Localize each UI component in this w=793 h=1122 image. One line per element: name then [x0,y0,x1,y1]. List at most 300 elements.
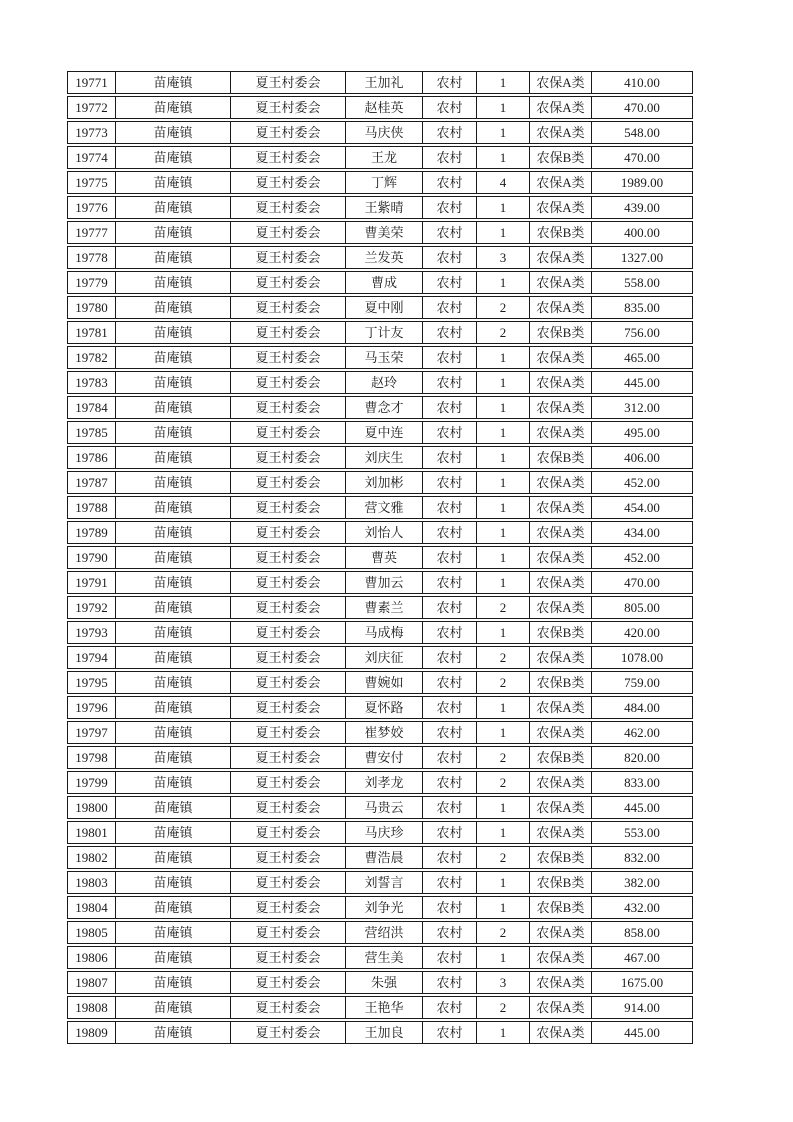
cell-residence-type: 农村 [423,647,477,668]
cell-village-committee: 夏王村委会 [231,997,346,1018]
cell-person-name: 曹念才 [346,397,423,418]
cell-person-name: 曹浩晨 [346,847,423,868]
cell-town: 苗庵镇 [116,622,231,643]
cell-residence-type: 农村 [423,622,477,643]
cell-town: 苗庵镇 [116,647,231,668]
table-row [67,196,693,219]
cell-village-committee: 夏王村委会 [231,322,346,343]
cell-person-name: 王艳华 [346,997,423,1018]
cell-person-name: 刘庆征 [346,647,423,668]
cell-serial-number: 19805 [68,922,116,943]
table-row [67,571,693,594]
cell-village-committee: 夏王村委会 [231,272,346,293]
cell-town: 苗庵镇 [116,497,231,518]
cell-village-committee: 夏王村委会 [231,647,346,668]
cell-village-committee: 夏王村委会 [231,147,346,168]
cell-village-committee: 夏王村委会 [231,222,346,243]
cell-serial-number: 19795 [68,672,116,693]
cell-serial-number: 19808 [68,997,116,1018]
table-row [67,321,693,344]
cell-insurance-category: 农保A类 [530,272,592,293]
cell-insurance-category: 农保A类 [530,197,592,218]
cell-person-count: 2 [477,772,530,793]
cell-insurance-category: 农保A类 [530,372,592,393]
cell-village-committee: 夏王村委会 [231,422,346,443]
cell-person-count: 4 [477,172,530,193]
cell-village-committee: 夏王村委会 [231,572,346,593]
cell-person-count: 1 [477,872,530,893]
cell-village-committee: 夏王村委会 [231,497,346,518]
cell-town: 苗庵镇 [116,572,231,593]
cell-insurance-category: 农保B类 [530,322,592,343]
cell-serial-number: 19774 [68,147,116,168]
cell-person-count: 2 [477,847,530,868]
table-body [67,71,693,1044]
cell-town: 苗庵镇 [116,147,231,168]
cell-amount: 548.00 [624,125,660,140]
cell-person-name: 营绍洪 [346,922,423,943]
cell-residence-type: 农村 [423,422,477,443]
cell-town: 苗庵镇 [116,597,231,618]
cell-serial-number: 19799 [68,772,116,793]
cell-person-count: 1 [477,497,530,518]
cell-residence-type: 农村 [423,1022,477,1043]
cell-serial-number: 19777 [68,222,116,243]
cell-person-count: 1 [477,72,530,93]
cell-insurance-category: 农保B类 [530,622,592,643]
cell-person-count: 1 [477,547,530,568]
cell-amount: 470.00 [624,100,660,115]
cell-village-committee: 夏王村委会 [231,72,346,93]
cell-residence-type: 农村 [423,847,477,868]
cell-serial-number: 19794 [68,647,116,668]
cell-insurance-category: 农保A类 [530,522,592,543]
table-row [67,546,693,569]
cell-person-name: 营文雅 [346,497,423,518]
cell-person-name: 营生美 [346,947,423,968]
cell-residence-type: 农村 [423,322,477,343]
cell-serial-number: 19807 [68,972,116,993]
cell-residence-type: 农村 [423,572,477,593]
cell-amount: 1078.00 [620,650,664,665]
table-row [67,1021,693,1044]
cell-town: 苗庵镇 [116,122,231,143]
cell-residence-type: 农村 [423,697,477,718]
cell-residence-type: 农村 [423,247,477,268]
cell-person-count: 1 [477,622,530,643]
cell-person-count: 2 [477,997,530,1018]
cell-person-count: 1 [477,422,530,443]
cell-person-name: 马庆侠 [346,122,423,143]
cell-amount: 445.00 [624,800,660,815]
cell-serial-number: 19782 [68,347,116,368]
cell-residence-type: 农村 [423,597,477,618]
cell-serial-number: 19791 [68,572,116,593]
cell-person-name: 刘加彬 [346,472,423,493]
cell-town: 苗庵镇 [116,397,231,418]
cell-serial-number: 19796 [68,697,116,718]
cell-insurance-category: 农保A类 [530,172,592,193]
cell-serial-number: 19779 [68,272,116,293]
cell-town: 苗庵镇 [116,447,231,468]
cell-town: 苗庵镇 [116,847,231,868]
roster-table [67,71,693,1044]
cell-village-committee: 夏王村委会 [231,1022,346,1043]
cell-residence-type: 农村 [423,297,477,318]
cell-insurance-category: 农保A类 [530,947,592,968]
cell-village-committee: 夏王村委会 [231,797,346,818]
cell-village-committee: 夏王村委会 [231,122,346,143]
cell-amount: 312.00 [624,400,660,415]
cell-village-committee: 夏王村委会 [231,547,346,568]
table-row [67,721,693,744]
cell-serial-number: 19801 [68,822,116,843]
cell-serial-number: 19781 [68,322,116,343]
cell-insurance-category: 农保B类 [530,872,592,893]
cell-residence-type: 农村 [423,172,477,193]
cell-village-committee: 夏王村委会 [231,747,346,768]
cell-person-count: 1 [477,1022,530,1043]
cell-serial-number: 19793 [68,622,116,643]
table-row [67,171,693,194]
cell-insurance-category: 农保B类 [530,147,592,168]
cell-residence-type: 农村 [423,547,477,568]
cell-insurance-category: 农保A类 [530,772,592,793]
cell-amount: 914.00 [624,1000,660,1015]
cell-village-committee: 夏王村委会 [231,947,346,968]
cell-serial-number: 19784 [68,397,116,418]
cell-residence-type: 农村 [423,222,477,243]
cell-person-name: 丁计友 [346,322,423,343]
cell-town: 苗庵镇 [116,997,231,1018]
cell-town: 苗庵镇 [116,347,231,368]
cell-person-count: 1 [477,522,530,543]
cell-serial-number: 19773 [68,122,116,143]
cell-person-count: 2 [477,672,530,693]
cell-serial-number: 19803 [68,872,116,893]
cell-amount: 445.00 [624,375,660,390]
cell-insurance-category: 农保A类 [530,597,592,618]
cell-person-name: 曹加云 [346,572,423,593]
cell-town: 苗庵镇 [116,747,231,768]
cell-village-committee: 夏王村委会 [231,622,346,643]
cell-town: 苗庵镇 [116,947,231,968]
cell-town: 苗庵镇 [116,972,231,993]
cell-amount: 756.00 [624,325,660,340]
cell-amount: 1675.00 [620,975,664,990]
cell-residence-type: 农村 [423,997,477,1018]
cell-amount: 452.00 [624,475,660,490]
cell-village-committee: 夏王村委会 [231,472,346,493]
cell-insurance-category: 农保A类 [530,722,592,743]
cell-town: 苗庵镇 [116,1022,231,1043]
cell-village-committee: 夏王村委会 [231,172,346,193]
table-row [67,871,693,894]
cell-serial-number: 19778 [68,247,116,268]
cell-residence-type: 农村 [423,822,477,843]
table-row [67,521,693,544]
cell-person-name: 刘争光 [346,897,423,918]
cell-serial-number: 19800 [68,797,116,818]
cell-amount: 452.00 [624,550,660,565]
cell-insurance-category: 农保A类 [530,97,592,118]
cell-person-count: 2 [477,922,530,943]
cell-person-count: 1 [477,397,530,418]
cell-town: 苗庵镇 [116,897,231,918]
cell-town: 苗庵镇 [116,72,231,93]
cell-town: 苗庵镇 [116,247,231,268]
cell-insurance-category: 农保A类 [530,247,592,268]
cell-person-name: 赵玲 [346,372,423,393]
table-row [67,921,693,944]
cell-town: 苗庵镇 [116,922,231,943]
table-row [67,96,693,119]
table-row [67,371,693,394]
cell-residence-type: 农村 [423,372,477,393]
cell-person-name: 马贵云 [346,797,423,818]
cell-insurance-category: 农保A类 [530,297,592,318]
cell-residence-type: 农村 [423,872,477,893]
table-row [67,146,693,169]
cell-person-name: 崔梦姣 [346,722,423,743]
cell-person-count: 1 [477,822,530,843]
table-row [67,821,693,844]
cell-insurance-category: 农保B类 [530,847,592,868]
cell-person-count: 1 [477,472,530,493]
cell-residence-type: 农村 [423,897,477,918]
cell-residence-type: 农村 [423,797,477,818]
cell-town: 苗庵镇 [116,222,231,243]
cell-residence-type: 农村 [423,97,477,118]
cell-person-name: 刘怡人 [346,522,423,543]
cell-person-count: 3 [477,972,530,993]
table-row [67,496,693,519]
cell-person-count: 2 [477,597,530,618]
cell-insurance-category: 农保A类 [530,422,592,443]
cell-person-count: 1 [477,122,530,143]
cell-town: 苗庵镇 [116,697,231,718]
cell-amount: 400.00 [624,225,660,240]
cell-person-name: 夏中连 [346,422,423,443]
cell-person-name: 夏中刚 [346,297,423,318]
cell-residence-type: 农村 [423,497,477,518]
cell-serial-number: 19806 [68,947,116,968]
cell-serial-number: 19786 [68,447,116,468]
cell-person-name: 丁辉 [346,172,423,193]
cell-insurance-category: 农保A类 [530,822,592,843]
table-row [67,971,693,994]
cell-town: 苗庵镇 [116,272,231,293]
cell-person-name: 刘誓言 [346,872,423,893]
table-row [67,446,693,469]
table-row [67,296,693,319]
cell-amount: 759.00 [624,675,660,690]
cell-insurance-category: 农保A类 [530,547,592,568]
cell-insurance-category: 农保A类 [530,72,592,93]
cell-amount: 439.00 [624,200,660,215]
cell-amount: 445.00 [624,1025,660,1040]
cell-town: 苗庵镇 [116,722,231,743]
table-row [67,471,693,494]
cell-serial-number: 19798 [68,747,116,768]
cell-amount: 805.00 [624,600,660,615]
cell-person-count: 1 [477,222,530,243]
cell-town: 苗庵镇 [116,872,231,893]
cell-village-committee: 夏王村委会 [231,197,346,218]
cell-amount: 432.00 [624,900,660,915]
table-row [67,846,693,869]
cell-village-committee: 夏王村委会 [231,597,346,618]
cell-town: 苗庵镇 [116,797,231,818]
cell-residence-type: 农村 [423,947,477,968]
cell-person-name: 曹素兰 [346,597,423,618]
table-row [67,771,693,794]
cell-serial-number: 19809 [68,1022,116,1043]
cell-amount: 467.00 [624,950,660,965]
cell-insurance-category: 农保A类 [530,122,592,143]
table-row [67,596,693,619]
table-row [67,796,693,819]
cell-amount: 553.00 [624,825,660,840]
cell-village-committee: 夏王村委会 [231,897,346,918]
cell-person-count: 1 [477,147,530,168]
table-row [67,346,693,369]
cell-person-name: 马玉荣 [346,347,423,368]
cell-town: 苗庵镇 [116,322,231,343]
cell-amount: 558.00 [624,275,660,290]
table-row [67,671,693,694]
cell-serial-number: 19788 [68,497,116,518]
cell-serial-number: 19771 [68,72,116,93]
cell-person-name: 赵桂英 [346,97,423,118]
table-row [67,221,693,244]
cell-insurance-category: 农保A类 [530,472,592,493]
cell-town: 苗庵镇 [116,172,231,193]
cell-amount: 420.00 [624,625,660,640]
cell-person-count: 1 [477,722,530,743]
table-row [67,71,693,94]
cell-amount: 434.00 [624,525,660,540]
cell-residence-type: 农村 [423,447,477,468]
cell-serial-number: 19802 [68,847,116,868]
cell-town: 苗庵镇 [116,422,231,443]
cell-village-committee: 夏王村委会 [231,972,346,993]
cell-serial-number: 19804 [68,897,116,918]
cell-person-name: 曹美荣 [346,222,423,243]
cell-serial-number: 19785 [68,422,116,443]
cell-amount: 1989.00 [620,175,664,190]
cell-insurance-category: 农保B类 [530,447,592,468]
cell-person-name: 王紫晴 [346,197,423,218]
cell-person-count: 2 [477,322,530,343]
cell-person-count: 2 [477,747,530,768]
cell-serial-number: 19776 [68,197,116,218]
cell-amount: 495.00 [624,425,660,440]
cell-amount: 454.00 [624,500,660,515]
cell-person-name: 曹婉如 [346,672,423,693]
cell-village-committee: 夏王村委会 [231,697,346,718]
cell-village-committee: 夏王村委会 [231,522,346,543]
cell-amount: 462.00 [624,725,660,740]
cell-insurance-category: 农保A类 [530,972,592,993]
cell-residence-type: 农村 [423,122,477,143]
cell-serial-number: 19772 [68,97,116,118]
cell-person-name: 兰发英 [346,247,423,268]
cell-person-count: 1 [477,697,530,718]
cell-insurance-category: 农保A类 [530,1022,592,1043]
cell-village-committee: 夏王村委会 [231,822,346,843]
cell-person-name: 王龙 [346,147,423,168]
table-row [67,746,693,769]
cell-amount: 465.00 [624,350,660,365]
cell-person-name: 夏怀路 [346,697,423,718]
cell-insurance-category: 农保A类 [530,697,592,718]
table-row [67,271,693,294]
cell-amount: 858.00 [624,925,660,940]
cell-person-count: 1 [477,97,530,118]
cell-insurance-category: 农保A类 [530,347,592,368]
cell-village-committee: 夏王村委会 [231,397,346,418]
table-row [67,896,693,919]
table-row [67,246,693,269]
cell-person-count: 1 [477,947,530,968]
cell-person-name: 马庆珍 [346,822,423,843]
cell-town: 苗庵镇 [116,822,231,843]
cell-insurance-category: 农保B类 [530,747,592,768]
cell-town: 苗庵镇 [116,522,231,543]
cell-village-committee: 夏王村委会 [231,872,346,893]
cell-residence-type: 农村 [423,397,477,418]
cell-insurance-category: 农保A类 [530,572,592,593]
cell-person-count: 1 [477,572,530,593]
cell-serial-number: 19797 [68,722,116,743]
cell-village-committee: 夏王村委会 [231,97,346,118]
table-row [67,996,693,1019]
table-row [67,696,693,719]
cell-residence-type: 农村 [423,472,477,493]
cell-amount: 410.00 [624,75,660,90]
cell-serial-number: 19775 [68,172,116,193]
cell-insurance-category: 农保A类 [530,497,592,518]
cell-amount: 1327.00 [620,250,664,265]
cell-town: 苗庵镇 [116,772,231,793]
cell-residence-type: 农村 [423,522,477,543]
table-row [67,121,693,144]
cell-person-count: 1 [477,372,530,393]
cell-person-count: 1 [477,797,530,818]
cell-residence-type: 农村 [423,922,477,943]
cell-amount: 406.00 [624,450,660,465]
cell-town: 苗庵镇 [116,297,231,318]
cell-residence-type: 农村 [423,972,477,993]
cell-insurance-category: 农保B类 [530,897,592,918]
cell-amount: 832.00 [624,850,660,865]
cell-person-count: 2 [477,647,530,668]
cell-person-name: 曹成 [346,272,423,293]
cell-village-committee: 夏王村委会 [231,772,346,793]
cell-village-committee: 夏王村委会 [231,247,346,268]
cell-person-name: 曹安付 [346,747,423,768]
cell-amount: 484.00 [624,700,660,715]
cell-town: 苗庵镇 [116,672,231,693]
cell-residence-type: 农村 [423,772,477,793]
cell-person-count: 1 [477,197,530,218]
cell-serial-number: 19790 [68,547,116,568]
cell-serial-number: 19789 [68,522,116,543]
table-row [67,646,693,669]
cell-residence-type: 农村 [423,272,477,293]
cell-residence-type: 农村 [423,722,477,743]
